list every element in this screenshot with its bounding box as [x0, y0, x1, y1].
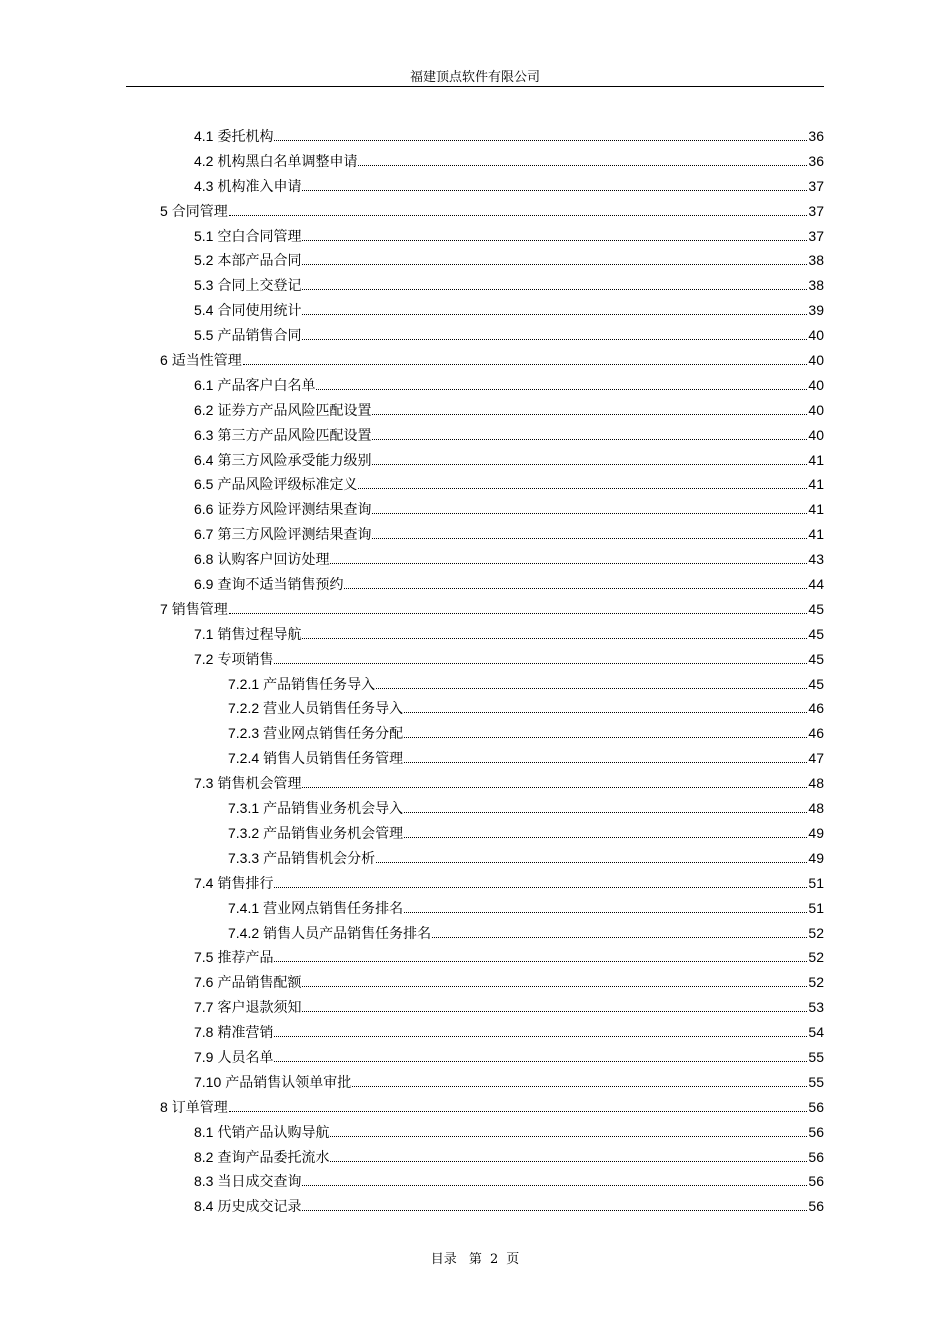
toc-dot-leader [330, 1136, 807, 1137]
toc-entry-page: 41 [808, 526, 824, 543]
toc-entry-title: 第三方风险评测结果查询 [217, 527, 372, 544]
toc-entry-number: 5 [160, 202, 168, 219]
toc-dot-leader [274, 140, 807, 141]
toc-entry[interactable] [160, 151, 824, 176]
toc-entry-page: 36 [808, 128, 824, 144]
toc-entry-title: 证券方产品风险匹配设置 [217, 402, 372, 419]
toc-dot-leader [376, 862, 807, 863]
footer-page-number: 2 [489, 1252, 499, 1267]
toc-entry-page: 40 [808, 401, 824, 418]
toc-entry-number: 4.1 [194, 128, 214, 144]
toc-entry-title: 客户退款须知 [217, 1000, 302, 1017]
toc-entry-page: 40 [808, 352, 824, 369]
toc-entry-number: 7.3 [194, 775, 214, 792]
toc-entry-title: 空白合同管理 [217, 228, 302, 245]
toc-entry-page: 56 [808, 1098, 824, 1115]
toc-entry[interactable] [160, 1047, 824, 1072]
toc-dot-leader [229, 215, 808, 216]
toc-dot-leader [404, 712, 807, 713]
toc-entry-title: 认购客户回访处理 [217, 552, 330, 569]
toc-entry-title: 营业人员销售任务导入 [263, 701, 404, 718]
toc-entry[interactable] [160, 823, 824, 848]
toc-entry[interactable] [160, 923, 824, 948]
toc-dot-leader [404, 837, 807, 838]
toc-entry-number: 5.5 [194, 327, 214, 344]
toc-entry-title: 产品客户白名单 [217, 377, 316, 394]
toc-entry-number: 7.8 [194, 1024, 214, 1041]
toc-entry-number: 6.5 [194, 476, 214, 493]
toc-dot-leader [302, 1185, 807, 1186]
toc-dot-leader [372, 513, 807, 514]
toc-entry-page: 41 [808, 501, 824, 518]
toc-entry[interactable] [160, 649, 824, 674]
toc-entry-page: 45 [808, 625, 824, 642]
toc-entry-title: 委托机构 [217, 129, 274, 145]
toc-entry-number: 7.2.2 [228, 700, 260, 717]
toc-entry[interactable] [160, 450, 824, 475]
toc-entry-page: 48 [808, 775, 824, 792]
toc-dot-leader [302, 986, 807, 987]
toc-entry-title: 机构黑白名单调整申请 [217, 153, 358, 170]
toc-entry-title: 合同上交登记 [217, 278, 302, 295]
toc-dot-leader [372, 464, 807, 465]
toc-entry-page: 49 [808, 849, 824, 866]
toc-entry-number: 8.3 [194, 1173, 214, 1190]
toc-entry[interactable] [160, 226, 824, 251]
toc-entry-number: 6.1 [194, 376, 214, 393]
toc-entry-title: 证券方风险评测结果查询 [217, 502, 372, 519]
toc-entry[interactable] [160, 126, 824, 151]
toc-entry[interactable] [160, 624, 824, 649]
toc-entry-title: 代销产品认购导航 [217, 1124, 330, 1141]
toc-entry-page: 55 [808, 1048, 824, 1065]
toc-dot-leader [274, 887, 807, 888]
table-of-contents [160, 126, 824, 1221]
toc-entry[interactable] [160, 947, 824, 972]
toc-dot-leader [274, 1061, 807, 1062]
toc-entry-number: 5.3 [194, 277, 214, 294]
toc-entry-number: 7.10 [194, 1073, 222, 1090]
toc-dot-leader [243, 364, 808, 365]
toc-dot-leader [302, 787, 807, 788]
toc-entry-number: 7.7 [194, 999, 214, 1016]
toc-entry-number: 7.1 [194, 625, 214, 642]
toc-entry[interactable] [160, 574, 824, 599]
toc-entry[interactable] [160, 300, 824, 325]
toc-entry-title: 营业网点销售任务分配 [263, 726, 404, 743]
toc-entry[interactable] [160, 1022, 824, 1047]
toc-entry-number: 7.4.2 [228, 924, 260, 941]
toc-entry-page: 47 [808, 750, 824, 767]
toc-entry[interactable] [160, 425, 824, 450]
toc-entry-page: 38 [808, 277, 824, 294]
toc-entry-title: 订单管理 [171, 1099, 228, 1116]
toc-entry-page: 45 [808, 600, 824, 617]
toc-dot-leader [302, 240, 807, 241]
toc-entry[interactable] [160, 848, 824, 873]
toc-entry-page: 53 [808, 999, 824, 1016]
toc-entry[interactable] [160, 1147, 824, 1172]
toc-entry-number: 6.4 [194, 451, 214, 468]
toc-dot-leader [358, 488, 807, 489]
toc-dot-leader [316, 389, 807, 390]
toc-entry[interactable] [160, 325, 824, 350]
toc-dot-leader [302, 339, 807, 340]
toc-entry-page: 40 [808, 327, 824, 344]
toc-entry-page: 46 [808, 700, 824, 717]
toc-dot-leader [302, 314, 807, 315]
toc-entry[interactable] [160, 798, 824, 823]
toc-entry-title: 合同使用统计 [217, 303, 302, 320]
toc-entry[interactable] [160, 674, 824, 699]
toc-entry-title: 人员名单 [217, 1049, 274, 1066]
toc-entry[interactable] [160, 375, 824, 400]
toc-entry-number: 8.1 [194, 1123, 214, 1140]
toc-entry-title: 查询不适当销售预约 [217, 577, 344, 594]
toc-entry-page: 56 [808, 1198, 824, 1215]
toc-entry[interactable] [160, 1072, 824, 1097]
toc-entry-title: 适当性管理 [171, 353, 242, 370]
toc-entry[interactable] [160, 499, 824, 524]
toc-entry-page: 37 [808, 177, 824, 194]
toc-dot-leader [372, 538, 807, 539]
toc-entry-number: 7.9 [194, 1048, 214, 1065]
toc-dot-leader [274, 663, 807, 664]
toc-entry-number: 6.3 [194, 426, 214, 443]
toc-entry-number: 7.5 [194, 949, 214, 966]
company-name: 福建顶点软件有限公司 [409, 70, 540, 85]
toc-entry-title: 第三方风险承受能力级别 [217, 452, 372, 469]
toc-entry[interactable] [160, 1097, 824, 1122]
toc-entry[interactable] [160, 176, 824, 201]
toc-entry-number: 8.2 [194, 1148, 214, 1165]
toc-dot-leader [330, 563, 807, 564]
toc-entry-number: 8 [160, 1098, 168, 1115]
toc-entry-page: 52 [808, 949, 824, 966]
toc-entry-title: 第三方产品风险匹配设置 [217, 427, 372, 444]
toc-entry[interactable] [160, 400, 824, 425]
toc-dot-leader [404, 762, 807, 763]
toc-entry-number: 7.3.1 [228, 800, 260, 817]
toc-entry[interactable] [160, 898, 824, 923]
toc-entry[interactable] [160, 773, 824, 798]
toc-entry-page: 37 [808, 202, 824, 219]
toc-dot-leader [404, 812, 807, 813]
toc-entry[interactable] [160, 549, 824, 574]
toc-entry-page: 54 [808, 1024, 824, 1041]
toc-entry-page: 55 [808, 1073, 824, 1090]
toc-entry-page: 46 [808, 725, 824, 742]
toc-entry-title: 合同管理 [171, 203, 228, 220]
toc-entry-title: 销售机会管理 [217, 776, 302, 793]
toc-entry[interactable] [160, 698, 824, 723]
toc-entry-title: 机构准入申请 [217, 178, 302, 195]
toc-entry-page: 39 [808, 302, 824, 319]
toc-entry-number: 7 [160, 600, 168, 617]
toc-entry-page: 41 [808, 451, 824, 468]
toc-entry-page: 48 [808, 800, 824, 817]
header-divider [126, 86, 824, 87]
toc-entry-title: 查询产品委托流水 [217, 1149, 330, 1166]
toc-entry-page: 52 [808, 924, 824, 941]
toc-entry[interactable] [160, 474, 824, 499]
toc-dot-leader [372, 439, 807, 440]
toc-entry-title: 营业网点销售任务排名 [263, 900, 404, 917]
toc-entry-title: 精准营销 [217, 1025, 274, 1042]
toc-entry-number: 5.2 [194, 252, 214, 269]
toc-entry-title: 销售排行 [217, 875, 274, 892]
toc-dot-leader [302, 190, 807, 191]
toc-entry-number: 7.2.3 [228, 725, 260, 742]
toc-entry-page: 45 [808, 675, 824, 692]
toc-entry-title: 产品销售业务机会管理 [263, 825, 404, 842]
toc-entry-number: 6.8 [194, 551, 214, 568]
toc-entry-number: 7.2 [194, 650, 214, 667]
toc-entry-number: 5.1 [194, 227, 214, 244]
toc-entry-title: 产品销售认领单审批 [225, 1074, 352, 1091]
toc-entry-number: 7.4 [194, 874, 214, 891]
toc-dot-leader [330, 1161, 807, 1162]
toc-entry-title: 产品风险评级标准定义 [217, 477, 358, 494]
toc-dot-leader [432, 937, 807, 938]
toc-entry-number: 6.9 [194, 576, 214, 593]
toc-entry[interactable] [160, 599, 824, 624]
toc-entry-number: 7.2.4 [228, 750, 260, 767]
toc-entry-title: 产品销售任务导入 [263, 676, 376, 693]
toc-entry-title: 销售过程导航 [217, 626, 302, 643]
toc-dot-leader [302, 289, 807, 290]
toc-entry-title: 专项销售 [217, 651, 274, 668]
toc-entry-title: 产品销售机会分析 [263, 850, 376, 867]
toc-entry-page: 52 [808, 974, 824, 991]
toc-entry[interactable] [160, 524, 824, 549]
toc-entry-page: 44 [808, 576, 824, 593]
toc-entry-title: 销售人员销售任务管理 [263, 751, 404, 768]
toc-dot-leader [274, 1036, 807, 1037]
toc-entry[interactable] [160, 997, 824, 1022]
toc-entry-number: 7.3.2 [228, 824, 260, 841]
toc-entry[interactable] [160, 275, 824, 300]
toc-entry-page: 56 [808, 1173, 824, 1190]
toc-dot-leader [302, 264, 807, 265]
toc-entry[interactable] [160, 1196, 824, 1221]
toc-entry-title: 销售管理 [171, 601, 228, 618]
toc-entry-page: 56 [808, 1123, 824, 1140]
toc-entry-page: 45 [808, 650, 824, 667]
toc-entry-number: 6 [160, 352, 168, 369]
footer-page-prefix: 第 [468, 1252, 482, 1267]
toc-dot-leader [372, 414, 807, 415]
toc-entry-title: 产品销售配额 [217, 975, 302, 992]
toc-entry[interactable] [160, 350, 824, 375]
toc-dot-leader [404, 737, 807, 738]
toc-entry-page: 43 [808, 551, 824, 568]
toc-entry-title: 产品销售业务机会导入 [263, 801, 404, 818]
toc-dot-leader [404, 912, 807, 913]
toc-entry[interactable] [160, 1122, 824, 1147]
toc-entry-number: 7.4.1 [228, 899, 260, 916]
toc-entry-title: 本部产品合同 [217, 253, 302, 270]
toc-entry[interactable] [160, 250, 824, 275]
page-footer [0, 1248, 950, 1267]
toc-entry[interactable] [160, 201, 824, 226]
toc-dot-leader [302, 1011, 807, 1012]
toc-entry-number: 5.4 [194, 302, 214, 319]
toc-entry-page: 37 [808, 227, 824, 244]
toc-entry-page: 49 [808, 824, 824, 841]
toc-dot-leader [352, 1086, 807, 1087]
toc-entry[interactable] [160, 972, 824, 997]
toc-entry-number: 4.2 [194, 152, 214, 169]
toc-entry-page: 36 [808, 152, 824, 169]
toc-entry-number: 6.7 [194, 526, 214, 543]
toc-entry-page: 41 [808, 476, 824, 493]
toc-entry-number: 4.3 [194, 177, 214, 194]
page-header [126, 66, 824, 85]
toc-entry[interactable] [160, 723, 824, 748]
toc-entry-number: 8.4 [194, 1198, 214, 1215]
toc-entry-number: 7.6 [194, 974, 214, 991]
toc-entry-page: 40 [808, 426, 824, 443]
toc-entry-number: 7.3.3 [228, 849, 260, 866]
toc-entry-page: 38 [808, 252, 824, 269]
toc-dot-leader [302, 1210, 807, 1211]
toc-entry[interactable] [160, 873, 824, 898]
toc-dot-leader [274, 961, 807, 962]
toc-entry[interactable] [160, 1171, 824, 1196]
footer-section-label: 目录 [430, 1252, 457, 1267]
toc-entry-title: 当日成交查询 [217, 1174, 302, 1191]
toc-dot-leader [229, 613, 808, 614]
toc-entry-page: 40 [808, 376, 824, 393]
toc-entry-title: 推荐产品 [217, 950, 274, 967]
toc-dot-leader [344, 588, 807, 589]
toc-entry-page: 51 [808, 899, 824, 916]
toc-dot-leader [229, 1111, 808, 1112]
toc-dot-leader [302, 638, 807, 639]
toc-entry[interactable] [160, 748, 824, 773]
toc-entry-title: 历史成交记录 [217, 1199, 302, 1216]
toc-entry-number: 7.2.1 [228, 675, 260, 692]
toc-entry-title: 产品销售合同 [217, 328, 302, 345]
toc-entry-number: 6.2 [194, 401, 214, 418]
toc-entry-number: 6.6 [194, 501, 214, 518]
toc-entry-title: 销售人员产品销售任务排名 [263, 925, 432, 942]
toc-dot-leader [376, 688, 807, 689]
toc-dot-leader [358, 165, 807, 166]
footer-page-suffix: 页 [506, 1252, 520, 1267]
toc-entry-page: 56 [808, 1148, 824, 1165]
toc-entry-page: 51 [808, 874, 824, 891]
